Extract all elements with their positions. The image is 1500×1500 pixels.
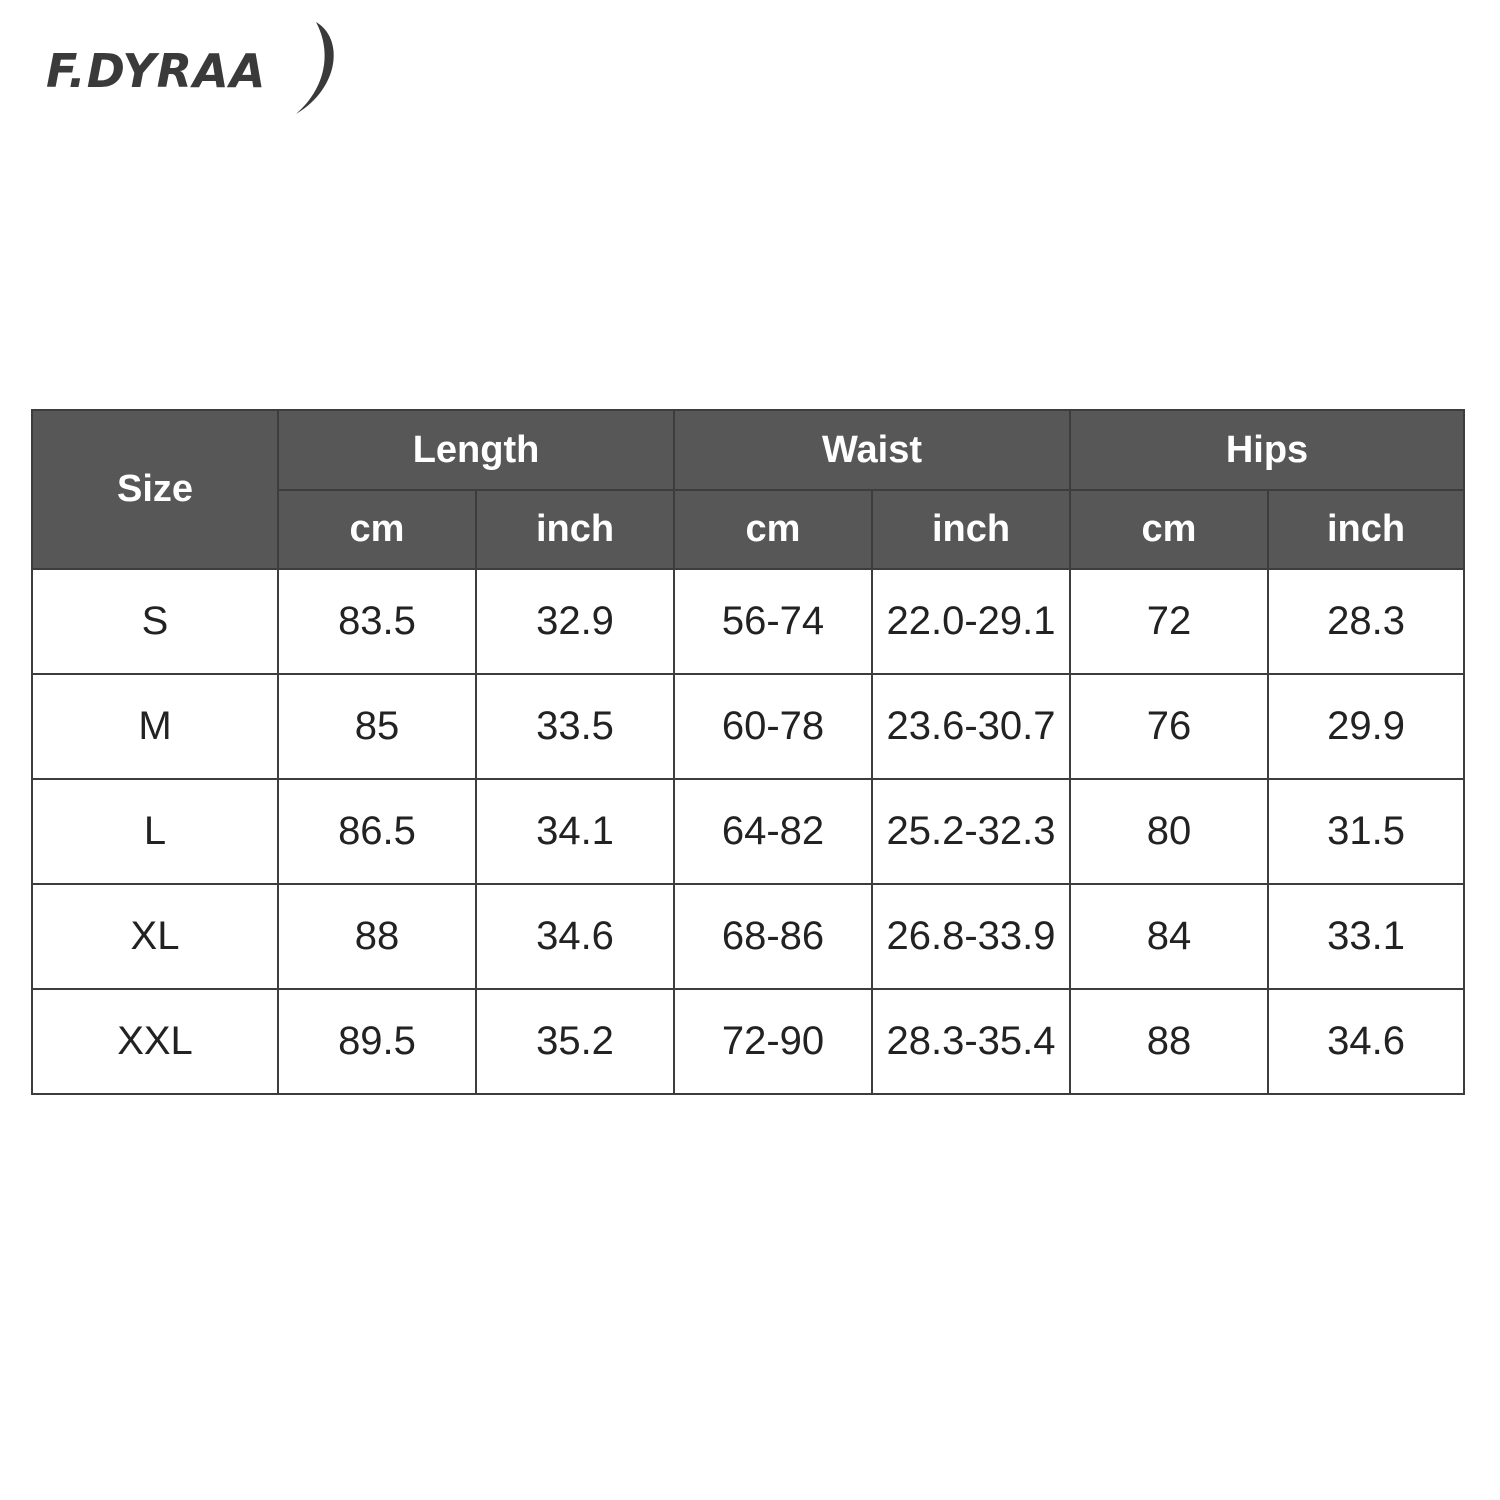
table-cell: 56-74	[674, 569, 872, 674]
table-cell: 86.5	[278, 779, 476, 884]
table-cell: 28.3-35.4	[872, 989, 1070, 1094]
table-cell: 60-78	[674, 674, 872, 779]
table-cell: 89.5	[278, 989, 476, 1094]
table-row	[32, 779, 1464, 884]
table-row	[32, 674, 1464, 779]
logo-text: F.DYRAA	[46, 44, 267, 98]
table-cell: 33.5	[476, 674, 674, 779]
header-unit: inch	[872, 490, 1070, 569]
header-size: Size	[32, 410, 278, 569]
header-unit: inch	[476, 490, 674, 569]
header-unit: cm	[278, 490, 476, 569]
table-cell: 28.3	[1268, 569, 1464, 674]
header-hips: Hips	[1070, 410, 1464, 490]
header-unit: inch	[1268, 490, 1464, 569]
table-cell: 34.6	[1268, 989, 1464, 1094]
header-waist: Waist	[674, 410, 1070, 490]
table-row	[32, 569, 1464, 674]
size-cell: XL	[32, 884, 278, 989]
table-cell: 35.2	[476, 989, 674, 1094]
table-row	[32, 884, 1464, 989]
header-unit: cm	[674, 490, 872, 569]
table-cell: 72	[1070, 569, 1268, 674]
table-cell: 29.9	[1268, 674, 1464, 779]
table-cell: 34.1	[476, 779, 674, 884]
size-cell: L	[32, 779, 278, 884]
table-cell: 32.9	[476, 569, 674, 674]
table-cell: 85	[278, 674, 476, 779]
table-cell: 64-82	[674, 779, 872, 884]
table-cell: 23.6-30.7	[872, 674, 1070, 779]
header-length: Length	[278, 410, 674, 490]
size-cell: S	[32, 569, 278, 674]
table-cell: 34.6	[476, 884, 674, 989]
table-cell: 31.5	[1268, 779, 1464, 884]
table-cell: 80	[1070, 779, 1268, 884]
table-cell: 88	[1070, 989, 1268, 1094]
table-cell: 84	[1070, 884, 1268, 989]
table-cell: 76	[1070, 674, 1268, 779]
table-cell: 33.1	[1268, 884, 1464, 989]
table-cell: 88	[278, 884, 476, 989]
table-cell: 25.2-32.3	[872, 779, 1070, 884]
table-cell: 26.8-33.9	[872, 884, 1070, 989]
table-row	[32, 989, 1464, 1094]
size-cell: M	[32, 674, 278, 779]
table-cell: 22.0-29.1	[872, 569, 1070, 674]
header-row-groups	[32, 410, 1464, 490]
size-cell: XXL	[32, 989, 278, 1094]
table-cell: 83.5	[278, 569, 476, 674]
header-unit: cm	[1070, 490, 1268, 569]
table-cell: 72-90	[674, 989, 872, 1094]
table-cell: 68-86	[674, 884, 872, 989]
size-chart-table	[31, 409, 1465, 1095]
brand-logo	[44, 18, 344, 118]
